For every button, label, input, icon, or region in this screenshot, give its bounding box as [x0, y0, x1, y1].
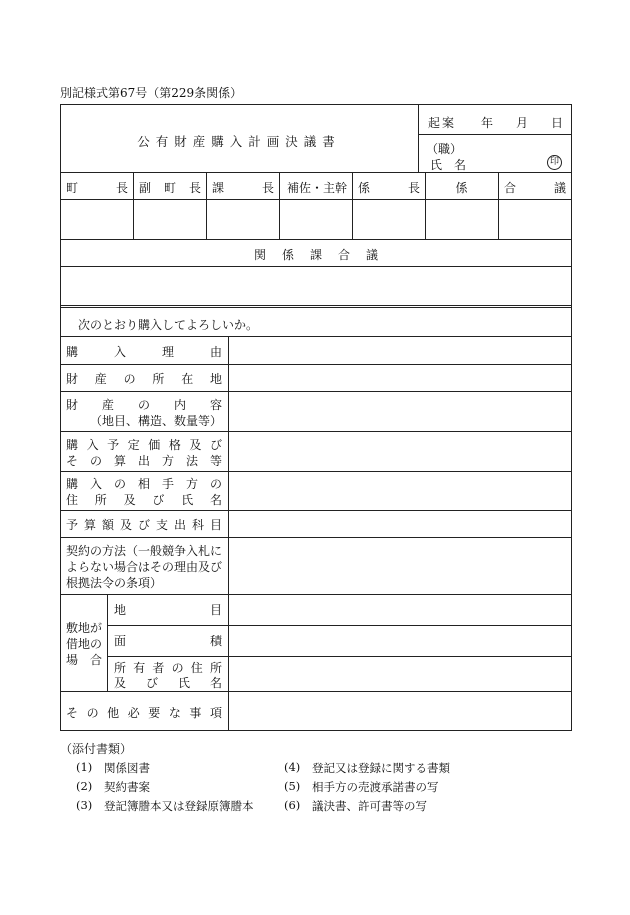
label-lease-1: 敷地が: [66, 621, 103, 635]
approval-section-chief: 課長: [212, 181, 274, 195]
label-price-2: その算出方法等: [66, 454, 222, 468]
approval-mayor: 町長: [66, 181, 128, 195]
label-contract-2: よらない場合はその理由及び: [66, 560, 223, 574]
month-label: 月: [516, 116, 529, 130]
attachment-item: 関係図書: [104, 761, 150, 775]
row-line: [60, 391, 572, 392]
row-line: [60, 471, 572, 472]
form-title: 公有財産購入計画決議書: [137, 134, 341, 149]
approval-consultation: 合議: [504, 181, 566, 195]
row-line: [107, 625, 572, 626]
approval-deputy-mayor: 副町長: [139, 181, 201, 195]
attachment-num: (5): [284, 779, 301, 793]
approval-staff: 係: [455, 181, 468, 195]
col-line: [279, 172, 280, 239]
attachment-num: (1): [76, 760, 93, 774]
name-label: 氏 名: [430, 158, 467, 172]
label-purchase-reason: 購入理由: [66, 345, 222, 359]
col-line: [228, 336, 229, 731]
row-line: [60, 172, 572, 173]
row-line: [60, 364, 572, 365]
label-owner-1: 所有者の住所: [114, 661, 222, 675]
attachment-item: 契約書案: [104, 780, 150, 794]
row-line: [60, 266, 572, 267]
approval-assistant: 補佐・主幹: [286, 181, 347, 195]
seal-mark: 印: [547, 155, 562, 170]
label-contract-1: 契約の方法（一般競争入札に: [66, 544, 223, 558]
related-section-title: 関係課合議: [253, 248, 394, 262]
attachment-item: 議決書、許可書等の写: [312, 799, 427, 813]
col-line: [498, 172, 499, 239]
attachment-item: 相手方の売渡承諾書の写: [312, 780, 439, 794]
label-land-type: 地目: [114, 603, 222, 617]
attachment-num: (6): [284, 798, 301, 812]
row-line: [60, 239, 572, 240]
col-line: [107, 594, 108, 691]
attachment-item: 登記簿謄本又は登録原簿謄本: [104, 799, 254, 813]
label-lease-3: 場 合: [66, 653, 103, 667]
label-other-matters: その他必要な事項: [66, 706, 222, 720]
attachment-item: 登記又は登録に関する書類: [312, 761, 450, 775]
year-label: 年: [481, 116, 494, 130]
col-line: [133, 172, 134, 239]
day-label: 日: [551, 116, 564, 130]
row-line: [107, 656, 572, 657]
form-number: 別記様式第67号（第229条関係）: [60, 86, 243, 100]
row-line: [60, 537, 572, 538]
header-divider-h: [418, 134, 572, 135]
row-line: [60, 691, 572, 692]
col-line: [352, 172, 353, 239]
label-owner-2: 及び氏名: [114, 676, 222, 690]
row-line: [60, 594, 572, 595]
attachment-num: (4): [284, 760, 301, 774]
label-party-1: 購入の相手方の: [66, 477, 222, 491]
double-line: [60, 305, 572, 308]
row-line: [60, 510, 572, 511]
row-line: [60, 336, 572, 337]
row-line: [60, 199, 572, 200]
intro-text: 次のとおり購入してよろしいか。: [78, 318, 259, 332]
attachment-num: (3): [76, 798, 93, 812]
attachments-title: （添付書類）: [60, 742, 133, 756]
label-party-2: 住所及び氏名: [66, 493, 222, 507]
position-label: （職）: [426, 142, 463, 156]
label-property-location: 財産の所在地: [66, 372, 222, 386]
label-property-content: 財産の内容: [66, 398, 222, 412]
label-lease-2: 借地の: [66, 637, 103, 651]
label-area: 面積: [114, 634, 222, 648]
header-divider: [418, 104, 419, 172]
row-line: [60, 431, 572, 432]
label-budget: 予算額及び支出科目: [66, 518, 222, 532]
label-price-1: 購入予定価格及び: [66, 438, 222, 452]
label-property-content-sub: （地目、構造、数量等）: [89, 414, 222, 428]
attachment-num: (2): [76, 779, 93, 793]
approval-subsection-chief: 係長: [358, 181, 420, 195]
col-line: [206, 172, 207, 239]
draft-label: 起案: [428, 116, 457, 130]
label-contract-3: 根拠法令の条項）: [66, 576, 163, 590]
